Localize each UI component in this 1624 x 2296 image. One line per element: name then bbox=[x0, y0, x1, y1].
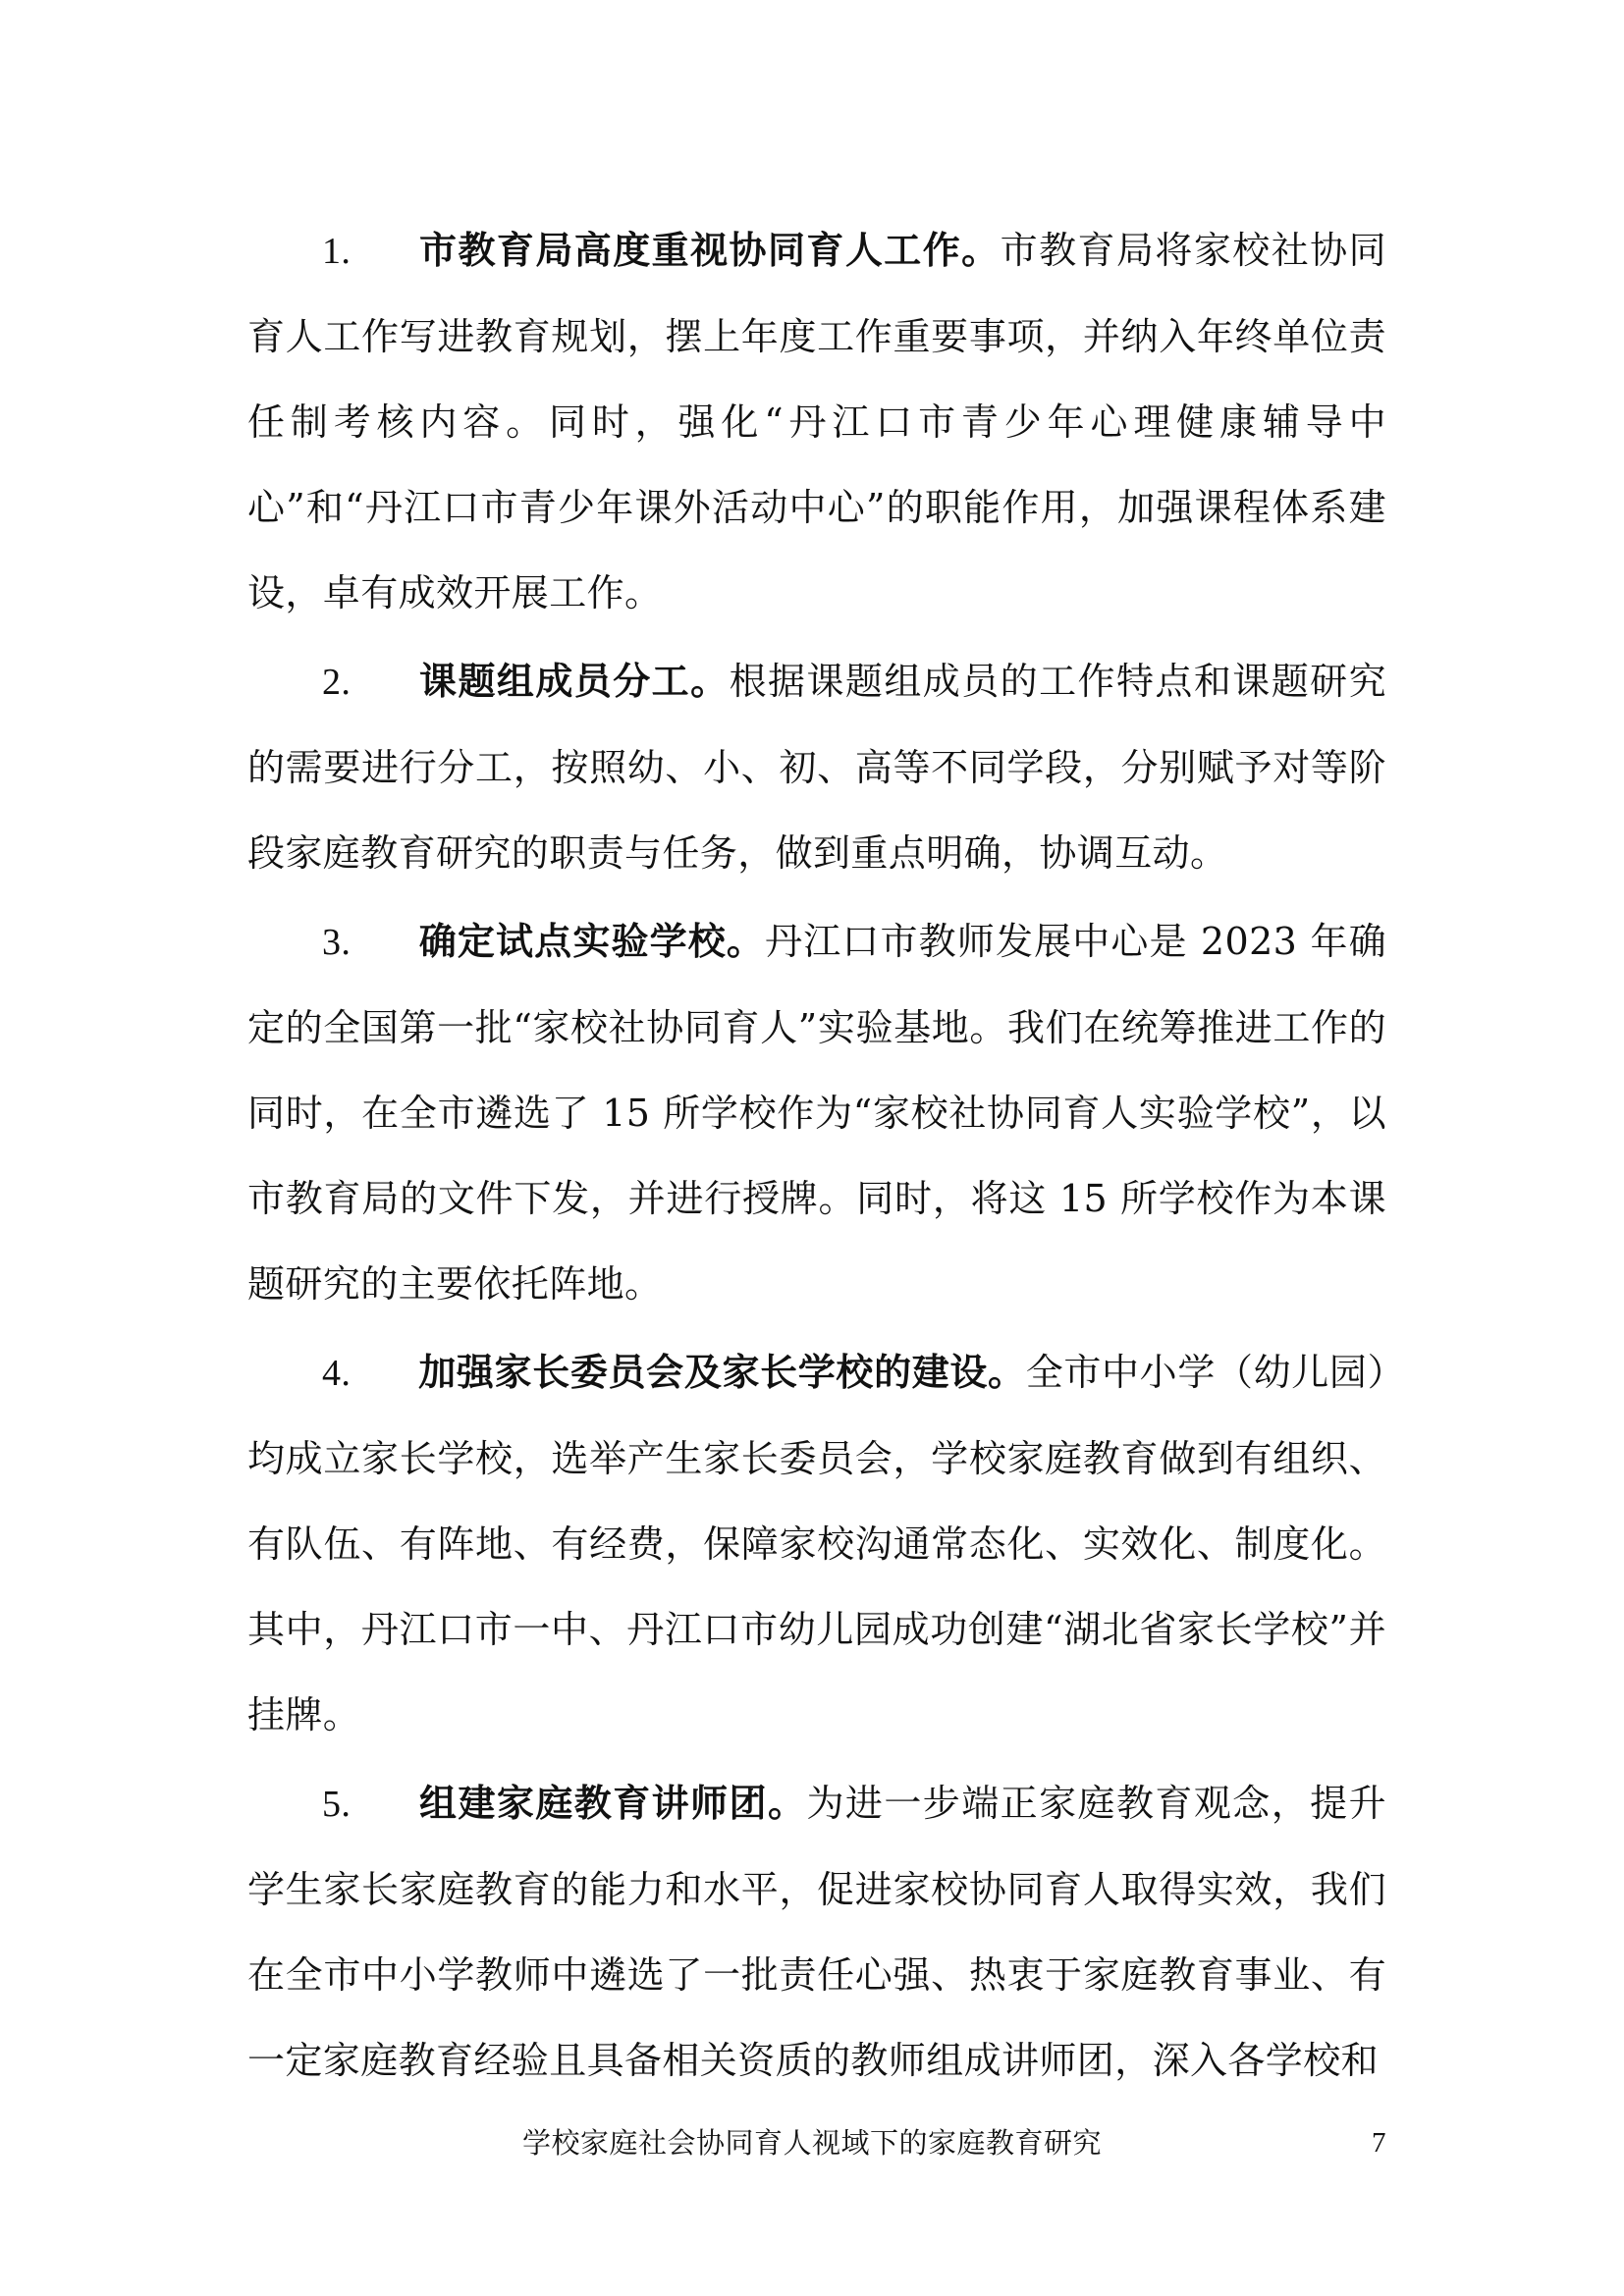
paragraph-1 bbox=[247, 208, 1386, 636]
paragraph-heading: 课题组成员分工。 bbox=[418, 660, 730, 703]
paragraph-body: 全市中小学（幼儿园）均成立家长学校，选举产生家长委员会，学校家庭教育做到有组织、有队伍、有阵地、有经费，保障家校沟通常态化、实效化、制度化。其中，丹江口市一中、丹江口市幼儿园成功创建“湖北省家长学校”并挂牌。 bbox=[247, 1351, 1386, 1736]
paragraph-4 bbox=[247, 1330, 1386, 1758]
paragraph-5 bbox=[247, 1761, 1386, 2104]
paragraph-heading: 确定试点实验学校。 bbox=[418, 920, 766, 963]
paragraph-body: 丹江口市教师发展中心是 2023 年确定的全国第一批“家校社协同育人”实验基地。我们在统筹推进工作的同时，在全市遴选了 15 所学校作为“家校社协同育人实验学校”，以市教育局的文件下发，并进行授牌。同时，将这 15 所学校作为本课题研究的主要依托阵地。 bbox=[247, 920, 1386, 1306]
paragraph-body: 为进一步端正家庭教育观念，提升学生家长家庭教育的能力和水平，促进家校协同育人取得实效，我们在全市中小学教师中遴选了一批责任心强、热衷于家庭教育事业、有一定家庭教育经验且具备相关资质的教师组成讲师团，深入各学校和 bbox=[247, 1782, 1386, 2082]
page-number: 7 bbox=[1372, 2127, 1386, 2159]
footer-title: 学校家庭社会协同育人视域下的家庭教育研究 bbox=[522, 2126, 1103, 2160]
paragraph-number: 1. bbox=[322, 231, 352, 272]
paragraph-heading: 市教育局高度重视协同育人工作。 bbox=[418, 229, 1001, 272]
paragraph-2 bbox=[247, 639, 1386, 896]
paragraph-number: 3. bbox=[322, 922, 352, 963]
body-text bbox=[247, 208, 1386, 2107]
paragraph-heading: 加强家长委员会及家长学校的建设。 bbox=[418, 1351, 1026, 1394]
paragraph-number: 4. bbox=[322, 1353, 352, 1394]
paragraph-3 bbox=[247, 899, 1386, 1327]
page-footer bbox=[0, 2123, 1624, 2172]
paragraph-heading: 组建家庭教育讲师团。 bbox=[418, 1782, 807, 1825]
paragraph-body: 根据课题组成员的工作特点和课题研究的需要进行分工，按照幼、小、初、高等不同学段，分别赋予对等阶段家庭教育研究的职责与任务，做到重点明确，协调互动。 bbox=[247, 660, 1386, 875]
paragraph-body: 市教育局将家校社协同育人工作写进教育规划，摆上年度工作重要事项，并纳入年终单位责任制考核内容。同时，强化“丹江口市青少年心理健康辅导中心”和“丹江口市青少年课外活动中心”的职能作用，加强课程体系建设，卓有成效开展工作。 bbox=[247, 229, 1386, 614]
paragraph-number: 2. bbox=[322, 662, 352, 703]
paragraph-number: 5. bbox=[322, 1784, 352, 1825]
